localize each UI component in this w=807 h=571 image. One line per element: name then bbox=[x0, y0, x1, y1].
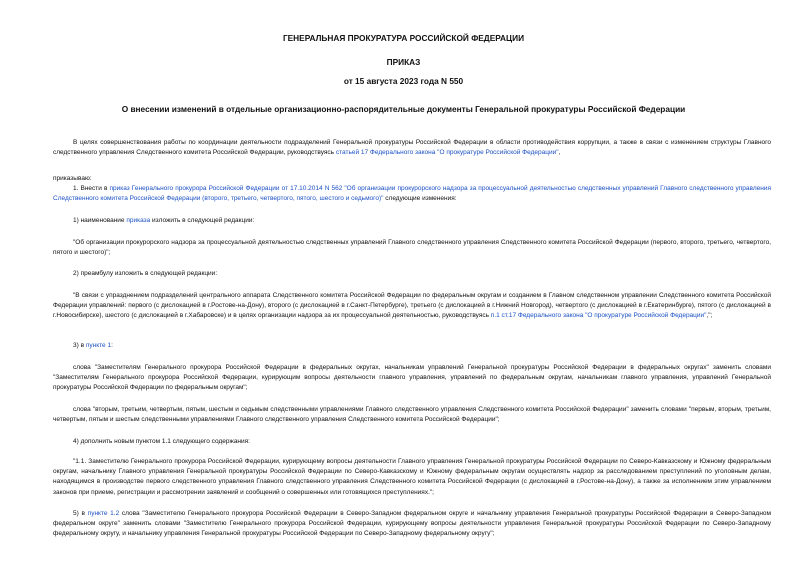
intro-text: В целях совершенствования работы по координации деятельности подразделений Генеральной прокуратуры Российской Федерации в области противодействия коррупции, а также в связи с изменением структуры Главного следственного управления Следственного комитета Российской Федерации, руководствуясь bbox=[53, 139, 771, 157]
quote-2-text: "В связи с упразднением подразделений центрального аппарата Следственного комитета Российской Федерации по федеральным округам и созданием в Главном следственном управлении Следственного комитета Российской Федерации управлений: первого (с дислокацией в г.Ростове-на-Дону), второго (с дислокацией в г.Санкт-Петербурге), третьего (с дислокацией в г.Нижний Новгород), четвертого (с дислокацией в г.Екатеринбурге), пятого (с дислокацией в г.Новосибирске), шестого (с дислокацией в г.Хабаровске) и в целях организации надзора за их процессуальной деятельностью, руководствуясь bbox=[53, 292, 771, 320]
subitem-5-text: 5) в bbox=[73, 510, 88, 517]
org-heading: ГЕНЕРАЛЬНАЯ ПРОКУРАТУРА РОССИЙСКОЙ ФЕДЕРАЦИИ bbox=[282, 33, 525, 43]
date-number-heading: от 15 августа 2023 года N 550 bbox=[343, 76, 464, 86]
quote-1-paragraph: "Об организации прокурорского надзора за процессуальной деятельностью следственных управлений Главного следственного управления Следственного комитета Российской Федерации (первого, второго, третьего, четвертого, пятого и шестого)"; bbox=[53, 239, 771, 257]
subitem-1-tail: изложить в следующей редакции: bbox=[150, 217, 255, 224]
paragraph-3a: слова "Заместителям Генерального прокурора Российской Федерации в федеральных округах, начальникам управлений Генеральной прокуратуры Российской Федерации в федеральных округах" заменить словами "Заместителям Генерального прокурора Российской Федерации, курирующим вопросы деятельности главного управления, управлений по федеральным округам, начальникам главного управления, управлений Генеральной прокуратуры Российской Федерации по федеральным округам"; bbox=[53, 364, 771, 392]
prikazyvayu-text: приказываю: bbox=[53, 175, 92, 182]
subitem-4-paragraph: 4) дополнить новым пунктом 1.1 следующего содержания: bbox=[73, 438, 250, 445]
quote-4-paragraph: "1.1. Заместителю Генерального прокурора Российской Федерации, курирующему вопросы деятельности Главного управления Генеральной прокуратуры Российской Федерации по Северо-Кавказскому и Южному федеральным округам, начальнику Главного управления Генеральной прокуратуры Российской Федерации по Северо-Кавказскому и Южному федеральным округам осуществлять надзор за расследованием преступлений по уголовным делам, находящимся в производстве первого следственного управления Главного следственного управления Следственного комитета Российской Федерации (с дислокацией в г.Ростове-на-Дону), а также за исполнением этим управлением законов при приеме, регистрации и рассмотрении заявлений и сообщений о совершенных или готовящихся преступлениях."; bbox=[53, 458, 771, 496]
point-1-2-link[interactable]: пункте 1.2 bbox=[87, 510, 120, 517]
law-clause-link[interactable]: п.1 ст.17 Федерального закона "О прокуратуре Российской Федерации" bbox=[490, 312, 707, 320]
order-link[interactable]: приказа bbox=[126, 217, 151, 224]
subitem-3-paragraph bbox=[53, 341, 771, 351]
subitem-5-paragraph bbox=[53, 509, 771, 540]
item-1-tail: следующие изменения: bbox=[383, 195, 457, 203]
paragraph-3b: слова "вторым, третьим, четвертым, пятым, шестым и седьмым следственными управлениями Главного следственного управления Следственного комитета Российской Федерации" заменить словами "первым, вторым, третьим, четвертым, пятым и шестым следственными управлениями Главного следственного управления Следственного комитета Российской Федерации"; bbox=[53, 406, 771, 424]
quote-2-tail: ,"; bbox=[706, 312, 713, 320]
quote-2-paragraph bbox=[53, 291, 771, 322]
document-title: О внесении изменений в отдельные организационно-распорядительные документы Генеральной прокуратуры Российской Федерации bbox=[121, 104, 686, 114]
subitem-1-paragraph bbox=[53, 216, 771, 226]
order-562-link[interactable]: приказ Генерального прокурора Российской Федерации от 17.10.2014 N 562 "Об организации прокурорского надзора за процессуальной деятельностью следственных управлений Главного следственного управления Следственного комитета Российской Федерации (второго, третьего, четвертого, пятого, шестого и седьмого)" bbox=[53, 185, 771, 203]
subitem-3-tail: : bbox=[111, 342, 113, 349]
law-article-link[interactable]: статьей 17 Федерального закона "О прокуратуре Российской Федерации" bbox=[335, 149, 559, 157]
subitem-2-paragraph: 2) преамбулу изложить в следующей редакции: bbox=[73, 270, 218, 277]
doc-type-heading: ПРИКАЗ bbox=[386, 57, 421, 67]
item-1-text: 1. Внести в bbox=[73, 185, 110, 192]
intro-tail: , bbox=[558, 149, 561, 157]
subitem-5-tail: слова "Заместителю Генерального прокурора Российской Федерации в Северо-Западном федеральном округе и начальнику управления Генеральной прокуратуры Российской Федерации в Северо-Западном федеральном округе" заменить словами "Заместителю Генерального прокурора Российской Федерации, курирующему вопросы деятельности управления Генеральной прокуратуры Российской Федерации по Северо-Западному федеральному округу, и начальнику управления Генеральной прокуратуры Российской Федерации по Северо-Западному федеральному округу"; bbox=[53, 510, 771, 538]
subitem-3-text: 3) в bbox=[73, 342, 86, 349]
subitem-1-text: 1) наименование bbox=[73, 217, 127, 224]
intro-paragraph bbox=[53, 138, 771, 158]
item-1-paragraph bbox=[53, 184, 771, 204]
point-1-link[interactable]: пункте 1 bbox=[85, 342, 112, 349]
